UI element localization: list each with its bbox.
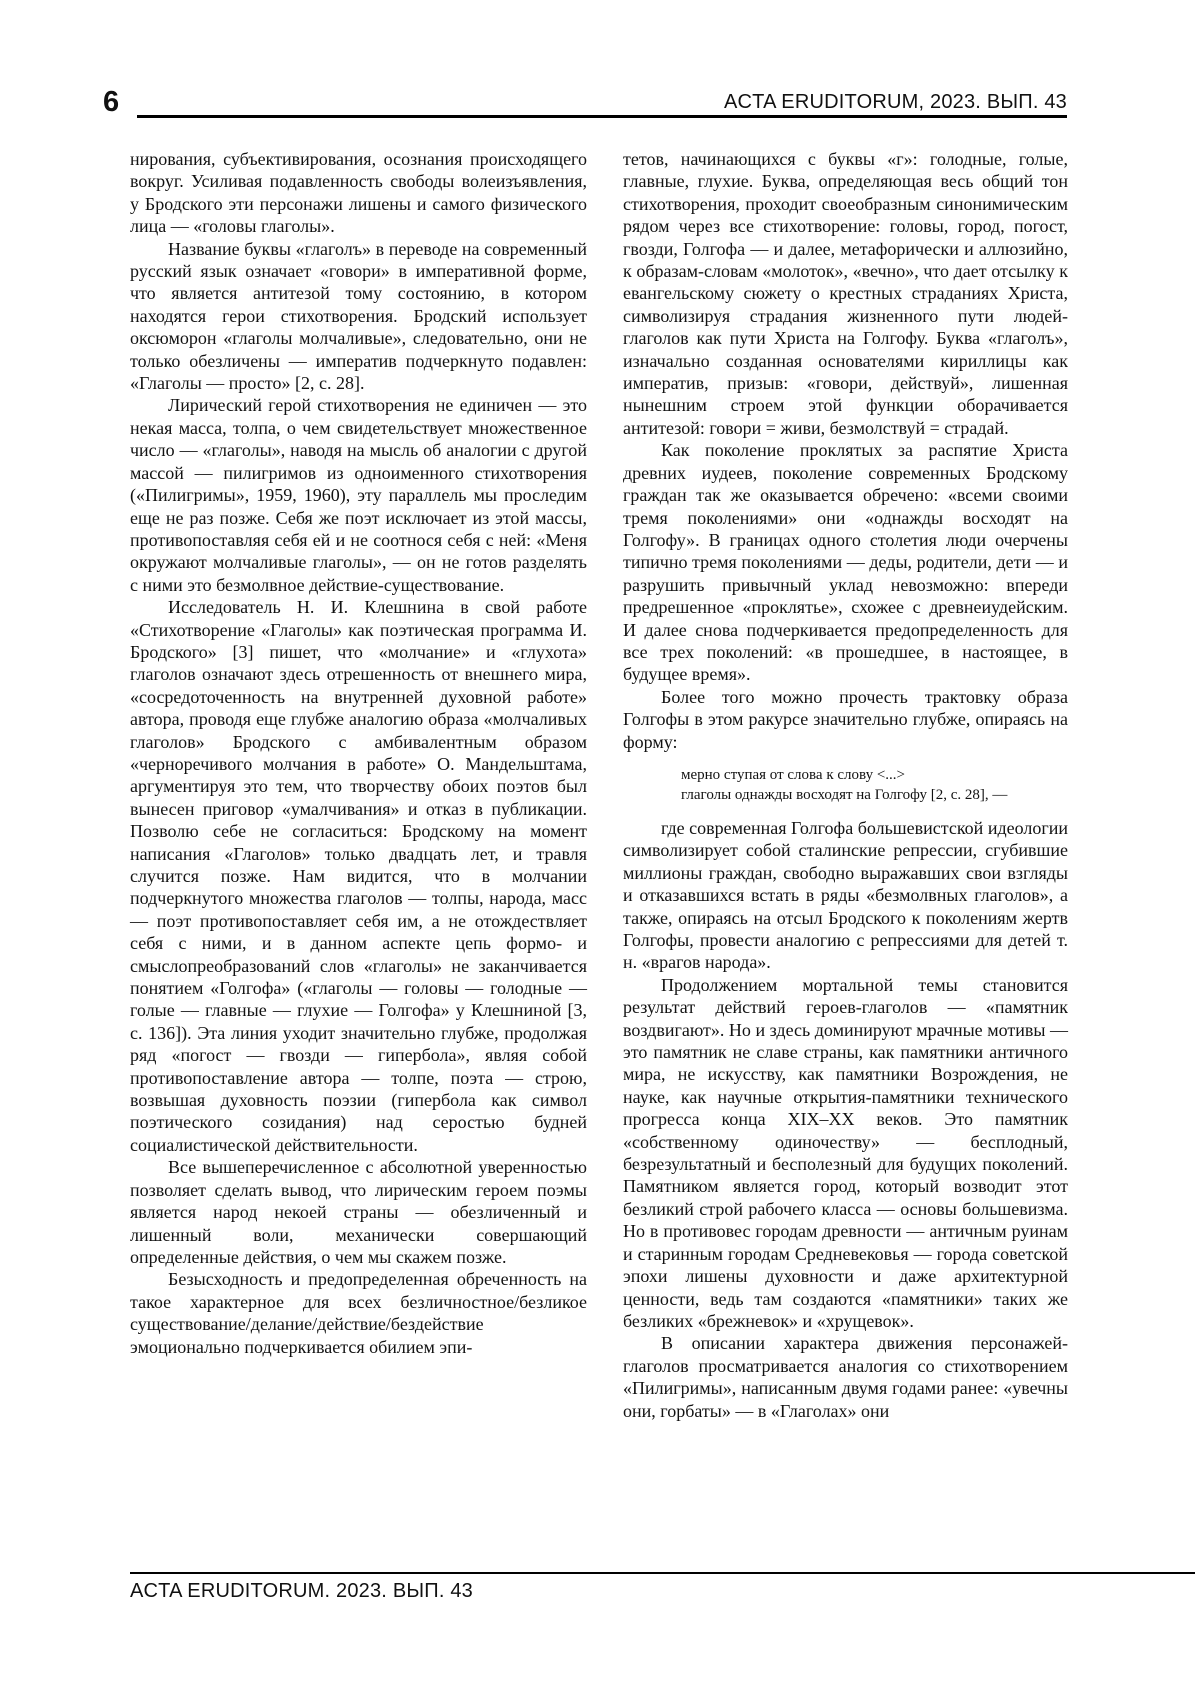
paragraph: тетов, начинающихся с буквы «г»: голодные, голые, главные, глухие. Буква, определяющая весь общий тон стихотворения, проходит своеобразным синонимическим рядом через все стихотворение: головы, город, погост, гвозди, Голгофа — и далее, метафорически и аллюзийно, к образам-словам «молоток», «вечно», что дает отсылку к евангельскому сюжету о крестных страданиях Христа, символизируя страдания жизненного пути людей-глаголов как пути Христа на Голгофу. Буква «глаголъ», изначально созданная основателями кириллицы как императив, призыв: «говори, действуй», лишенная нынешним строем этой функции оборачивается антитезой: говори = живи, безмолствуй = страдай. [623, 149, 1068, 438]
verse-quote-line: мерно ступая от слова к слову <...> [681, 766, 905, 783]
paragraph: Как поколение проклятых за распятие Христа древних иудеев, поколение современных Бродскому граждан так же оказывается обречено: «всеми своими тремя поколениями» они «однажды восходят на Голгофу». В границах одного столетия люди очерчены типично тремя поколениями — деды, родители, дети — и разрушить привычный уклад невозможно: впереди предрешенное «проклятье», схожее с древнеиудейским. И далее снова подчеркивается предопределенность для все трех поколений: «в прошедшее, в настоящее, в будущее время». [623, 440, 1068, 685]
footer-journal-title: ACTA ERUDITORUM. 2023. ВЫП. 43 [130, 1580, 473, 1602]
paragraph: Лирический герой стихотворения не единичен — это некая масса, толпа, о чем свидетельствует множественное число — «глаголы», наводя на мысль об аналогии с другой массой — пилигримов из одноименного стихотворения («Пилигримы», 1959, 1960), эту параллель мы проследим еще не раз позже. Себя же поэт исключает из этой массы, противопоставляя себя ей и не соотнося себя с ней: «Меня окружают молчаливые глаголы», — он не готов разделять с ними это безмолвное действие-существование. [130, 395, 587, 595]
header-rule [137, 115, 1067, 118]
paragraph: В описании характера движения персонажей-глаголов просматривается аналогия со стихотворением «Пилигримы», написанным двумя годами ранее: «увечны они, горбаты» — в «Глаголах» они [623, 1333, 1068, 1421]
left-column [130, 148, 587, 1358]
paragraph: Более того можно прочесть трактовку образа Голгофы в этом ракурсе значительно глубже, опираясь на форму: [623, 686, 1068, 752]
page-number: 6 [103, 86, 120, 118]
running-head-title: ACTA ERUDITORUM, 2023. ВЫП. 43 [724, 91, 1067, 113]
paragraph: нирования, субъективирования, осознания происходящего вокруг. Усиливая подавленность свободы волеизъявления, у Бродского эти персонажи лишены и самого физического лица — «головы глаголы». [130, 149, 587, 237]
paragraph: где современная Голгофа большевистской идеологии символизирует собой сталинские репрессии, сгубившие миллионы граждан, свободно выражавших свои взгляды и отказавшихся встать в ряды «безмолвных глаголов», а также, опираясь на отсыл Бродского к поколениям жертв Голгофы, провести аналогию с репрессиями для детей т. н. «врагов народа». [623, 817, 1068, 973]
paragraph: Продолжением мортальной темы становится результат действий героев-глаголов — «памятник воздвигают». Но и здесь доминируют мрачные мотивы — это памятник не славе страны, как памятники античного мира, не искусству, как памятники Возрождения, не науке, как научные открытия-памятники технического прогресса конца XIX–XX веков. Это памятник «собственному одиночеству» — бесплодный, безрезультатный и бесполезный для будущих поколений. Памятником является город, который возводит этот безликий строй рабочего класса — основы большевизма. Но в противовес городам древности — античным руинам и старинным городам Средневековья — города советской эпохи лишены духовности и даже архитектурной ценности, ведь там создаются «памятники» таких же безликих «брежневок» и «хрущевок». [623, 974, 1068, 1331]
verse-quote-line: глаголы однажды восходят на Голгофу [2, с. 28], — [681, 786, 1008, 803]
paragraph: Исследователь Н. И. Клешнина в свой работе «Стихотворение «Глаголы» как поэтическая программа И. Бродского» [3] пишет, что «молчание» и «глухота» глаголов означают здесь отрешенность от внешнего мира, «сосредоточенность на внутренней духовной работе» автора, проводя еще глубже аналогию образа «молчаливых глаголов» Бродского с амбивалентным образом «черноречивого молчания в работе» О. Мандельштама, аргументируя это тем, что творчеству обоих поэтов был вынесен приговор «умалчивания» и отказ в публикации. Позволю себе не согласиться: Бродскому на момент написания «Глаголов» только двадцать лет, и травля случится позже. Нам видится, что в молчании подчеркнутого множества глаголов — толпы, народа, масс — поэт противопоставляет себя им, а не отождествляет себя с ними, и в данном аспекте цепь формо- и смыслопреобразований слов «глаголы» не заканчивается понятием «Голгофа» («глаголы — головы — голодные — голые — главные — глухие — Голгофа» у Клешниной [3, с. 136]). Эта линия уходит значительно глубже, продолжая ряд «погост — гвозди — гипербола», являя собой противопоставление автора — толпе, поэта — строю, возвышая духовность поэзии (гипербола как символ поэтического созидания) над серостью будней социалистической действительности. [130, 597, 587, 1155]
footer-rule [130, 1572, 1195, 1574]
paragraph: Название буквы «глаголъ» в переводе на современный русский язык означает «говори» в императивной форме, что является антитезой тому состоянию, в котором находятся герои стихотворения. Бродский использует оксюморон «глаголы молчаливые», следовательно, они не только обезличены — императив подчеркнуто подавлен: «Глаголы — просто» [2, с. 28]. [130, 238, 587, 394]
paragraph: Безысходность и предопределенная обреченность на такое характерное для всех безличностное/безликое существование/делание/действие/бездействие эмоционально подчеркивается обилием эпи- [130, 1269, 587, 1357]
verse-quote [681, 765, 1068, 805]
right-column [623, 148, 1068, 1422]
paragraph: Все вышеперечисленное с абсолютной уверенностью позволяет сделать вывод, что лирическим героем поэмы является народ некоей страны — обезличенный и лишенный воли, механически совершающий определенные действия, о чем мы скажем позже. [130, 1157, 587, 1267]
